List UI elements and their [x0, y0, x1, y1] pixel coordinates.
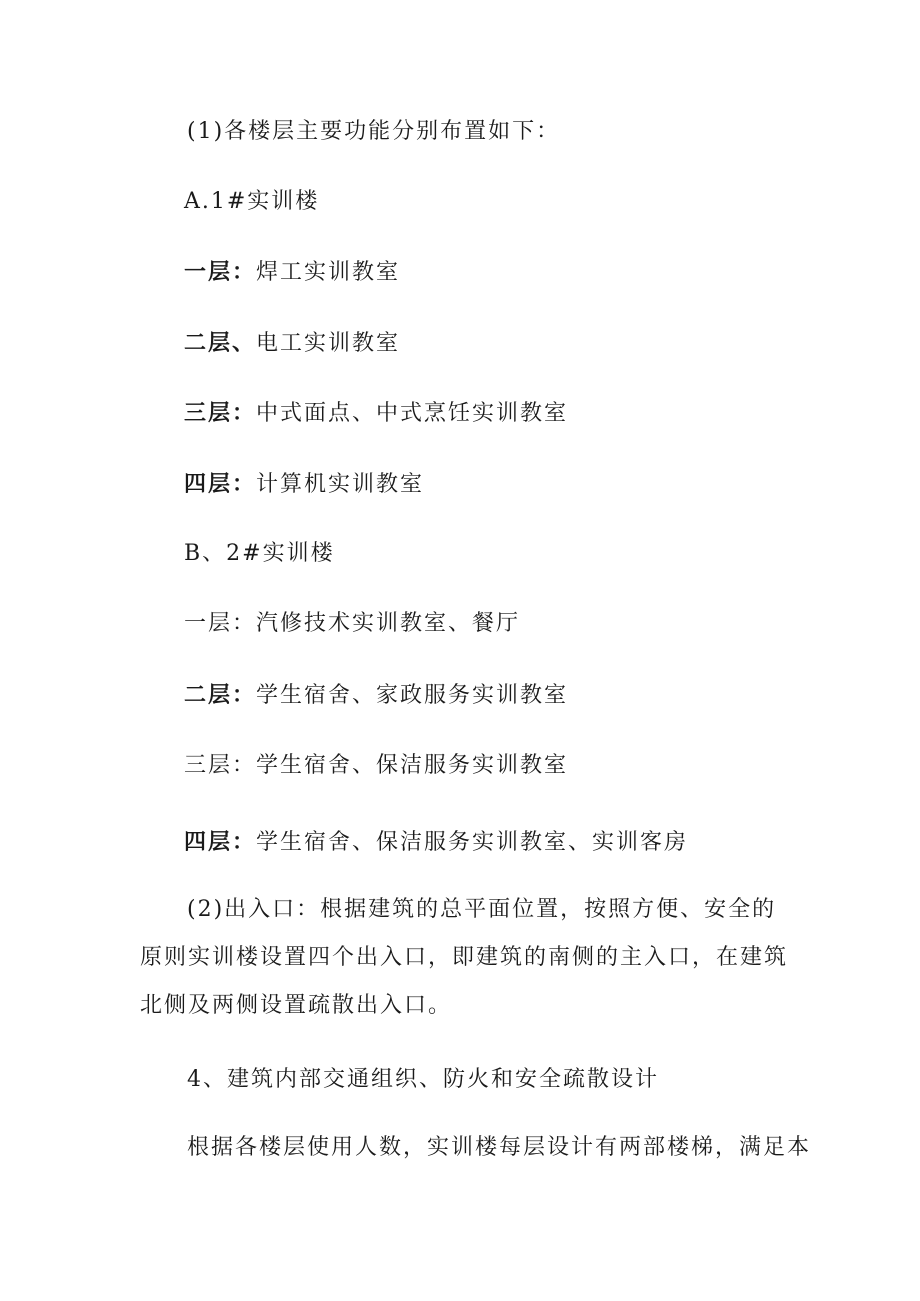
section4-heading: 4、建筑内部交通组织、防火和安全疏散设计 [187, 1067, 659, 1092]
a-floor1-line [184, 258, 400, 287]
floor-label: 二层： [184, 682, 257, 708]
floor-label: 三层： [184, 400, 257, 426]
floor-label: 三层： [184, 753, 257, 778]
building-b-heading: B、2#实训楼 [184, 541, 335, 566]
entrances-paragraph: (2)出入口：根据建筑的总平面位置，按照方便、安全的原则实训楼设置四个出入口，即建筑的南侧的主入口，在建筑北侧及两侧设置疏散出入口。 [140, 897, 789, 1018]
b-floor3-line [184, 752, 568, 780]
stairs-paragraph-start: 根据各楼层使用人数，实训楼每层设计有两部楼梯，满足本 [187, 1135, 812, 1160]
floor-text: 汽修技术实训教室、餐厅 [256, 611, 521, 636]
floor-label: 一层： [184, 259, 257, 285]
a-floor4-line [184, 470, 424, 499]
floor-label: 二层、 [184, 330, 257, 356]
building-a-heading: A.1#实训楼 [184, 189, 320, 214]
floor-text: 计算机实训教室 [256, 472, 425, 497]
floor-text: 学生宿舍、保洁服务实训教室、实训客房 [256, 830, 689, 855]
floor-text: 电工实训教室 [256, 331, 401, 356]
floor-label: 四层： [184, 829, 257, 855]
floor-label: 四层： [184, 471, 257, 497]
intro-line: (1)各楼层主要功能分别布置如下： [187, 119, 561, 144]
b-floor4-line [184, 828, 688, 857]
floor-label: 一层： [184, 611, 257, 636]
b-floor1-line [184, 610, 520, 638]
a-floor2-line [184, 329, 400, 358]
a-floor3-line [184, 399, 568, 428]
floor-text: 学生宿舍、保洁服务实训教室 [256, 753, 569, 778]
floor-text: 中式面点、中式烹饪实训教室 [256, 401, 569, 426]
b-floor2-line [184, 681, 568, 710]
floor-text: 学生宿舍、家政服务实训教室 [256, 683, 569, 708]
floor-text: 焊工实训教室 [256, 260, 401, 285]
